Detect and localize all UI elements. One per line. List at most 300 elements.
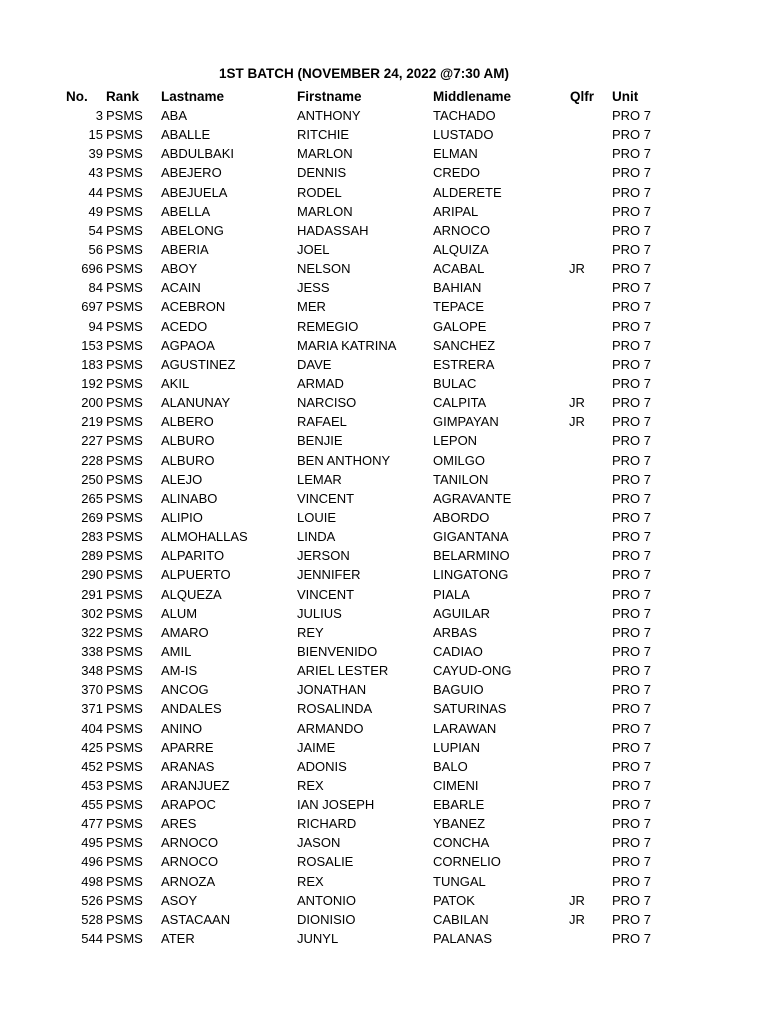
cell-middlename: TANILON [433, 471, 489, 487]
cell-unit: PRO 7 [612, 624, 652, 640]
cell-unit: PRO 7 [612, 777, 652, 793]
cell-lastname: ACEBRON [161, 299, 226, 315]
cell-firstname: JUNYL [297, 931, 339, 947]
cell-rank: PSMS [106, 471, 143, 487]
cell-middlename: BAGUIO [433, 682, 484, 698]
cell-unit: PRO 7 [612, 452, 652, 468]
cell-unit: PRO 7 [612, 605, 652, 621]
table-row [0, 699, 768, 718]
table-row [0, 680, 768, 699]
cell-rank: PSMS [106, 682, 143, 698]
cell-middlename: ESTRERA [433, 356, 495, 372]
cell-no: 15 [88, 127, 103, 143]
cell-rank: PSMS [106, 414, 143, 430]
table-row [0, 106, 768, 125]
table-row [0, 585, 768, 604]
cell-unit: PRO 7 [612, 701, 652, 717]
cell-unit: PRO 7 [612, 509, 652, 525]
header-middlename: Middlename [433, 89, 512, 104]
cell-unit: PRO 7 [612, 184, 652, 200]
cell-rank: PSMS [106, 375, 143, 391]
table-row [0, 259, 768, 278]
document-title: 1ST BATCH (NOVEMBER 24, 2022 @7:30 AM) [219, 66, 509, 81]
cell-no: 269 [81, 509, 103, 525]
cell-firstname: ADONIS [297, 758, 347, 774]
cell-unit: PRO 7 [612, 471, 652, 487]
cell-rank: PSMS [106, 835, 143, 851]
cell-firstname: DAVE [297, 356, 332, 372]
cell-unit: PRO 7 [612, 108, 652, 123]
cell-no: 371 [81, 701, 103, 717]
cell-no: 544 [81, 931, 103, 947]
cell-unit: PRO 7 [612, 280, 652, 296]
cell-unit: PRO 7 [612, 299, 652, 315]
cell-middlename: PALANAS [433, 931, 493, 947]
cell-middlename: AGRAVANTE [433, 490, 512, 506]
cell-unit: PRO 7 [612, 241, 652, 257]
cell-unit: PRO 7 [612, 892, 652, 908]
cell-no: 696 [81, 261, 103, 277]
cell-unit: PRO 7 [612, 797, 652, 813]
cell-unit: PRO 7 [612, 203, 652, 219]
cell-lastname: ALPARITO [161, 548, 225, 564]
cell-lastname: ARNOZA [161, 873, 216, 889]
table-row [0, 183, 768, 202]
cell-firstname: BENJIE [297, 433, 343, 449]
cell-unit: PRO 7 [612, 127, 652, 143]
cell-middlename: TACHADO [433, 108, 496, 123]
cell-no: 200 [81, 395, 103, 411]
cell-lastname: ALBURO [161, 452, 215, 468]
cell-middlename: LINGATONG [433, 567, 509, 583]
cell-rank: PSMS [106, 261, 143, 277]
table-row [0, 546, 768, 565]
cell-unit: PRO 7 [612, 375, 652, 391]
cell-lastname: ACAIN [161, 280, 201, 296]
cell-middlename: SATURINAS [433, 701, 507, 717]
cell-unit: PRO 7 [612, 548, 652, 564]
cell-rank: PSMS [106, 739, 143, 755]
table-body [0, 106, 768, 948]
cell-middlename: LARAWAN [433, 720, 497, 736]
cell-rank: PSMS [106, 337, 143, 353]
cell-no: 227 [81, 433, 103, 449]
cell-rank: PSMS [106, 222, 143, 238]
cell-middlename: OMILGO [433, 452, 486, 468]
cell-no: 348 [81, 663, 103, 679]
cell-firstname: JULIUS [297, 605, 342, 621]
cell-no: 498 [81, 873, 103, 889]
table-row [0, 278, 768, 297]
cell-no: 44 [88, 184, 103, 200]
header-rank: Rank [106, 89, 140, 104]
cell-rank: PSMS [106, 203, 143, 219]
cell-rank: PSMS [106, 797, 143, 813]
cell-no: 528 [81, 911, 103, 927]
cell-lastname: ABOY [161, 261, 198, 277]
table-row [0, 891, 768, 910]
cell-middlename: CABILAN [433, 911, 489, 927]
cell-lastname: AMARO [161, 624, 209, 640]
cell-firstname: BIENVENIDO [297, 643, 378, 659]
cell-firstname: BEN ANTHONY [297, 452, 391, 468]
cell-lastname: AGUSTINEZ [161, 356, 236, 372]
table-row [0, 757, 768, 776]
cell-lastname: ATER [161, 931, 195, 947]
cell-firstname: ANTHONY [297, 108, 361, 123]
cell-no: 455 [81, 797, 103, 813]
cell-firstname: REX [297, 873, 324, 889]
cell-lastname: ARNOCO [161, 835, 219, 851]
cell-no: 219 [81, 414, 103, 430]
cell-unit: PRO 7 [612, 720, 652, 736]
cell-firstname: JASON [297, 835, 341, 851]
table-row [0, 393, 768, 412]
cell-middlename: SANCHEZ [433, 337, 496, 353]
cell-lastname: ARAPOC [161, 797, 216, 813]
cell-no: 250 [81, 471, 103, 487]
cell-lastname: ALPUERTO [161, 567, 231, 583]
cell-no: 153 [81, 337, 103, 353]
cell-lastname: APARRE [161, 739, 214, 755]
table-row [0, 240, 768, 259]
cell-no: 54 [88, 222, 103, 238]
cell-lastname: ARANAS [161, 758, 215, 774]
cell-middlename: LEPON [433, 433, 478, 449]
cell-rank: PSMS [106, 165, 143, 181]
cell-middlename: YBANEZ [433, 816, 486, 832]
cell-middlename: ELMAN [433, 146, 478, 162]
cell-firstname: JESS [297, 280, 330, 296]
cell-no: 56 [88, 241, 103, 257]
cell-middlename: ARBAS [433, 624, 478, 640]
cell-qlfr: JR [569, 892, 585, 908]
cell-middlename: ABORDO [433, 509, 490, 525]
cell-lastname: ARNOCO [161, 854, 219, 870]
cell-lastname: AMIL [161, 643, 192, 659]
cell-firstname: DIONISIO [297, 911, 356, 927]
cell-firstname: ARIEL LESTER [297, 663, 389, 679]
cell-middlename: TUNGAL [433, 873, 486, 889]
cell-firstname: LOUIE [297, 509, 337, 525]
cell-lastname: ABELLA [161, 203, 211, 219]
cell-lastname: AGPAOA [161, 337, 215, 353]
cell-unit: PRO 7 [612, 433, 652, 449]
cell-rank: PSMS [106, 567, 143, 583]
cell-no: 183 [81, 356, 103, 372]
cell-unit: PRO 7 [612, 356, 652, 372]
cell-middlename: GIMPAYAN [433, 414, 499, 430]
cell-firstname: ROSALINDA [297, 701, 373, 717]
header-no: No. [66, 89, 88, 104]
table-row [0, 910, 768, 929]
cell-lastname: ARES [161, 816, 197, 832]
cell-no: 453 [81, 777, 103, 793]
cell-firstname: MARIA KATRINA [297, 337, 397, 353]
cell-middlename: GIGANTANA [433, 529, 509, 545]
cell-middlename: ARIPAL [433, 203, 479, 219]
cell-middlename: ARNOCO [433, 222, 491, 238]
cell-no: 697 [81, 299, 103, 315]
table-row [0, 738, 768, 757]
table-row [0, 661, 768, 680]
cell-firstname: MARLON [297, 146, 353, 162]
cell-unit: PRO 7 [612, 911, 652, 927]
cell-firstname: LINDA [297, 529, 336, 545]
cell-firstname: REY [297, 624, 324, 640]
cell-lastname: ALQUEZA [161, 586, 222, 602]
cell-middlename: BALO [433, 758, 468, 774]
cell-no: 3 [95, 108, 103, 123]
table-row [0, 317, 768, 336]
table-row [0, 412, 768, 431]
cell-lastname: ABERIA [161, 241, 209, 257]
cell-qlfr: JR [569, 395, 585, 411]
header-firstname: Firstname [297, 89, 362, 104]
cell-lastname: ASOY [161, 892, 198, 908]
cell-lastname: ALINABO [161, 490, 218, 506]
cell-middlename: CONCHA [433, 835, 490, 851]
cell-lastname: ALIPIO [161, 509, 203, 525]
table-row [0, 776, 768, 795]
header-unit: Unit [612, 89, 639, 104]
cell-firstname: JAIME [297, 739, 336, 755]
cell-rank: PSMS [106, 873, 143, 889]
cell-qlfr: JR [569, 414, 585, 430]
cell-no: 477 [81, 816, 103, 832]
cell-firstname: VINCENT [297, 586, 355, 602]
cell-no: 322 [81, 624, 103, 640]
cell-no: 283 [81, 529, 103, 545]
cell-rank: PSMS [106, 701, 143, 717]
cell-unit: PRO 7 [612, 165, 652, 181]
cell-middlename: CORNELIO [433, 854, 501, 870]
cell-rank: PSMS [106, 318, 143, 334]
cell-firstname: LEMAR [297, 471, 342, 487]
cell-firstname: JOEL [297, 241, 330, 257]
cell-middlename: GALOPE [433, 318, 487, 334]
cell-lastname: AM-IS [161, 663, 198, 679]
cell-no: 49 [88, 203, 103, 219]
cell-no: 265 [81, 490, 103, 506]
cell-unit: PRO 7 [612, 739, 652, 755]
table-header [0, 87, 768, 106]
cell-rank: PSMS [106, 548, 143, 564]
table-row [0, 719, 768, 738]
cell-lastname: ALANUNAY [161, 395, 231, 411]
cell-firstname: JERSON [297, 548, 350, 564]
cell-no: 289 [81, 548, 103, 564]
cell-lastname: ALUM [161, 605, 198, 621]
cell-middlename: ALQUIZA [433, 241, 489, 257]
cell-unit: PRO 7 [612, 663, 652, 679]
cell-rank: PSMS [106, 758, 143, 774]
cell-unit: PRO 7 [612, 643, 652, 659]
cell-rank: PSMS [106, 241, 143, 257]
table-row [0, 144, 768, 163]
header-lastname: Lastname [161, 89, 225, 104]
cell-rank: PSMS [106, 605, 143, 621]
cell-rank: PSMS [106, 586, 143, 602]
cell-firstname: RODEL [297, 184, 342, 200]
cell-unit: PRO 7 [612, 567, 652, 583]
cell-lastname: ALBURO [161, 433, 215, 449]
table-row [0, 565, 768, 584]
cell-middlename: PATOK [433, 892, 475, 908]
cell-lastname: ALEJO [161, 471, 203, 487]
cell-rank: PSMS [106, 280, 143, 296]
cell-unit: PRO 7 [612, 854, 652, 870]
cell-lastname: ANDALES [161, 701, 222, 717]
cell-lastname: ANCOG [161, 682, 209, 698]
cell-firstname: DENNIS [297, 165, 347, 181]
cell-lastname: ABALLE [161, 127, 211, 143]
cell-rank: PSMS [106, 643, 143, 659]
cell-unit: PRO 7 [612, 873, 652, 889]
cell-lastname: ABA [161, 108, 188, 123]
cell-firstname: ROSALIE [297, 854, 354, 870]
cell-middlename: CREDO [433, 165, 480, 181]
cell-unit: PRO 7 [612, 758, 652, 774]
cell-rank: PSMS [106, 892, 143, 908]
cell-firstname: IAN JOSEPH [297, 797, 375, 813]
cell-unit: PRO 7 [612, 414, 652, 430]
table-row [0, 431, 768, 450]
cell-qlfr: JR [569, 261, 585, 277]
cell-middlename: ALDERETE [433, 184, 502, 200]
cell-no: 495 [81, 835, 103, 851]
cell-unit: PRO 7 [612, 146, 652, 162]
table-row [0, 202, 768, 221]
cell-firstname: ANTONIO [297, 892, 356, 908]
table-row [0, 374, 768, 393]
cell-firstname: JENNIFER [297, 567, 361, 583]
cell-unit: PRO 7 [612, 529, 652, 545]
cell-unit: PRO 7 [612, 318, 652, 334]
table-row [0, 623, 768, 642]
cell-middlename: CADIAO [433, 643, 483, 659]
cell-unit: PRO 7 [612, 816, 652, 832]
table-row [0, 470, 768, 489]
cell-lastname: ABELONG [161, 222, 224, 238]
cell-lastname: ALBERO [161, 414, 214, 430]
cell-unit: PRO 7 [612, 835, 652, 851]
cell-middlename: LUSTADO [433, 127, 494, 143]
cell-firstname: REX [297, 777, 324, 793]
cell-lastname: ABEJERO [161, 165, 222, 181]
table-row [0, 814, 768, 833]
cell-rank: PSMS [106, 127, 143, 143]
cell-firstname: JONATHAN [297, 682, 367, 698]
cell-no: 291 [81, 586, 103, 602]
cell-firstname: RICHARD [297, 816, 357, 832]
cell-no: 404 [81, 720, 103, 736]
cell-qlfr: JR [569, 911, 585, 927]
cell-no: 228 [81, 452, 103, 468]
table-row [0, 508, 768, 527]
table-row [0, 527, 768, 546]
cell-rank: PSMS [106, 299, 143, 315]
cell-firstname: RAFAEL [297, 414, 347, 430]
table-row [0, 642, 768, 661]
table-row [0, 355, 768, 374]
cell-rank: PSMS [106, 146, 143, 162]
cell-unit: PRO 7 [612, 931, 652, 947]
header-qlfr: Qlfr [570, 89, 595, 104]
cell-no: 84 [88, 280, 103, 296]
cell-no: 338 [81, 643, 103, 659]
cell-lastname: ASTACAAN [161, 911, 231, 927]
cell-rank: PSMS [106, 624, 143, 640]
cell-unit: PRO 7 [612, 490, 652, 506]
cell-firstname: REMEGIO [297, 318, 359, 334]
cell-middlename: PIALA [433, 586, 470, 602]
table-row [0, 795, 768, 814]
cell-middlename: BELARMINO [433, 548, 510, 564]
cell-middlename: CALPITA [433, 395, 487, 411]
cell-firstname: NELSON [297, 261, 351, 277]
cell-lastname: ALMOHALLAS [161, 529, 248, 545]
cell-middlename: CIMENI [433, 777, 479, 793]
cell-rank: PSMS [106, 108, 143, 123]
table-row [0, 833, 768, 852]
cell-middlename: TEPACE [433, 299, 485, 315]
cell-no: 370 [81, 682, 103, 698]
cell-rank: PSMS [106, 509, 143, 525]
table-row [0, 336, 768, 355]
table-row [0, 221, 768, 240]
cell-no: 94 [88, 318, 103, 334]
cell-unit: PRO 7 [612, 222, 652, 238]
cell-no: 43 [88, 165, 103, 181]
cell-unit: PRO 7 [612, 261, 652, 277]
cell-lastname: ARANJUEZ [161, 777, 230, 793]
cell-firstname: RITCHIE [297, 127, 349, 143]
cell-firstname: MARLON [297, 203, 353, 219]
cell-firstname: HADASSAH [297, 222, 369, 238]
cell-middlename: EBARLE [433, 797, 485, 813]
cell-firstname: MER [297, 299, 326, 315]
cell-unit: PRO 7 [612, 395, 652, 411]
table-row [0, 852, 768, 871]
table-row [0, 489, 768, 508]
table-row [0, 125, 768, 144]
cell-unit: PRO 7 [612, 586, 652, 602]
cell-lastname: ABEJUELA [161, 184, 228, 200]
cell-rank: PSMS [106, 854, 143, 870]
cell-middlename: BULAC [433, 375, 477, 391]
cell-no: 290 [81, 567, 103, 583]
cell-no: 302 [81, 605, 103, 621]
cell-no: 425 [81, 739, 103, 755]
cell-rank: PSMS [106, 490, 143, 506]
cell-rank: PSMS [106, 452, 143, 468]
cell-firstname: VINCENT [297, 490, 355, 506]
cell-middlename: CAYUD-ONG [433, 663, 512, 679]
cell-middlename: AGUILAR [433, 605, 491, 621]
cell-no: 192 [81, 375, 103, 391]
table-row [0, 604, 768, 623]
table-row [0, 451, 768, 470]
cell-middlename: BAHIAN [433, 280, 482, 296]
cell-middlename: LUPIAN [433, 739, 480, 755]
cell-rank: PSMS [106, 931, 143, 947]
table-row [0, 163, 768, 182]
cell-rank: PSMS [106, 911, 143, 927]
cell-unit: PRO 7 [612, 682, 652, 698]
table-row [0, 297, 768, 316]
cell-rank: PSMS [106, 529, 143, 545]
